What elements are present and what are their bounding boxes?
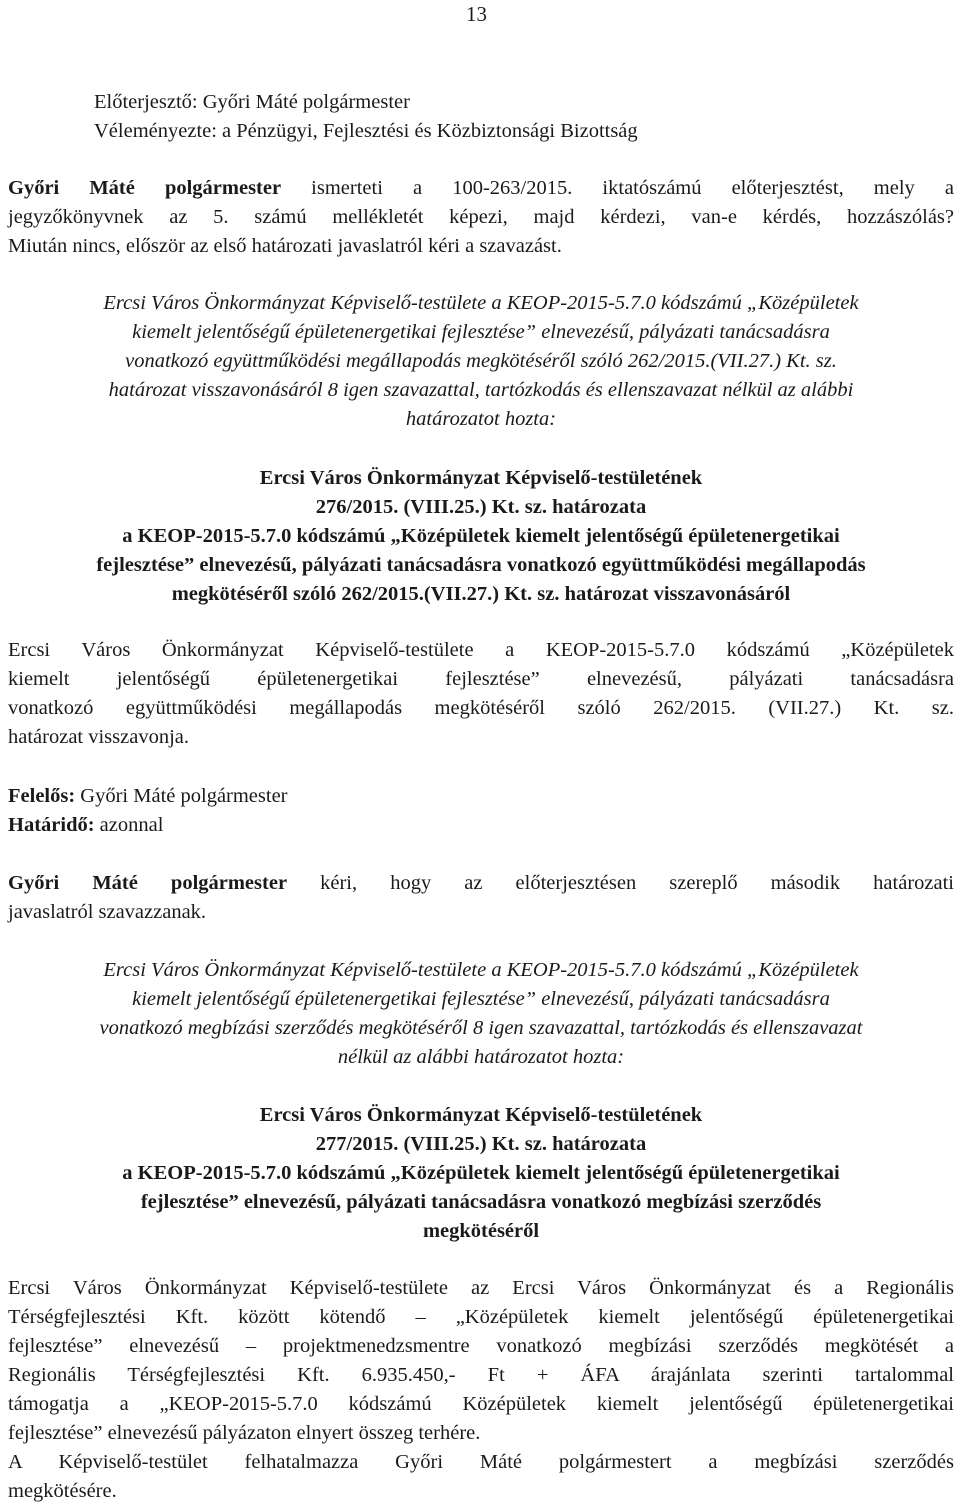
resolution-number: 276/2015. (VIII.25.) Kt. sz. határozata [315, 496, 647, 518]
resolution-body-line: Ercsi Város Önkormányzat Képviselő-testülete az Ercsi Város Önkormányzat és a Regionális [8, 1277, 954, 1299]
vote-statement-2 [8, 956, 954, 1072]
vote-statement-1 [8, 289, 954, 434]
resolution-heading-line: megkötéséről [422, 1220, 540, 1242]
authorization-line: megkötésére. [8, 1480, 117, 1502]
paragraph-line [8, 174, 954, 203]
paragraph-line [8, 869, 954, 898]
resolution-heading-line: Ercsi Város Önkormányzat Képviselő-testületének [259, 1104, 703, 1126]
vote-line: vonatkozó együttműködési megállapodás megkötéséről szóló 262/2015.(VII.27.) Kt. sz. [125, 350, 837, 372]
paragraph-line: javaslatról szavazzanak. [8, 901, 207, 923]
resolution-body-line: vonatkozó együttműködési megállapodás megkötéséről szóló 262/2015. (VII.27.) Kt. sz. [8, 697, 954, 719]
paragraph-line: jegyzőkönyvnek az 5. számú mellékletét képezi, majd kérdezi, van-e kérdés, hozzászólás? [8, 206, 954, 228]
authorization-line: A Képviselő-testület felhatalmazza Győri Máté polgármestert a megbízási szerződés [8, 1451, 954, 1473]
deadline-label: Határidő: [8, 814, 95, 836]
responsible-value: Győri Máté polgármester [75, 785, 288, 807]
vote-line: nélkül az alábbi határozatot hozta: [337, 1046, 625, 1068]
paragraph-text: ismerteti a 100-263/2015. iktatószámú előterjesztést, mely a [281, 177, 954, 199]
resolution-heading-line: Ercsi Város Önkormányzat Képviselő-testületének [259, 467, 703, 489]
vote-line: határozatot hozta: [405, 408, 557, 430]
deadline-line [8, 811, 954, 840]
resolution-body-line: kiemelt jelentőségű épületenergetikai fejlesztése” elnevezésű, pályázati tanácsadásra [8, 668, 954, 690]
presenter-line: Előterjesztő: Győri Máté polgármester [94, 91, 410, 113]
resolution-2-heading [8, 1101, 954, 1246]
mayor-intro-paragraph [8, 174, 954, 261]
mayor-request-paragraph [8, 869, 954, 927]
reviewer-line: Véleményezte: a Pénzügyi, Fejlesztési és Közbiztonsági Bizottság [94, 120, 638, 142]
resolution-body-line: Regionális Térségfejlesztési Kft. 6.935.450,- Ft + ÁFA árajánlata szerinti tartalommal [8, 1364, 954, 1386]
resolution-heading-line: fejlesztése” elnevezésű, pályázati tanácsadásra vonatkozó megbízási szerződés [140, 1191, 822, 1213]
vote-line: határozat visszavonásáról 8 igen szavazattal, tartózkodás és ellenszavazat nélkül az alábbi [108, 379, 854, 401]
responsibility-block [8, 782, 954, 840]
vote-line: vonatkozó megbízási szerződés megkötéséről 8 igen szavazattal, tartózkodás és ellenszavazat [99, 1017, 863, 1039]
speaker-name: Győri Máté polgármester [8, 177, 282, 199]
paragraph-text: kéri, hogy az előterjesztésen szereplő második határozati [287, 872, 954, 894]
resolution-body-line: Térségfejlesztési Kft. között kötendő – „Középületek kiemelt jelentőségű épületenergetikai [8, 1306, 954, 1328]
resolution-1-heading [8, 464, 954, 609]
resolution-body-line: fejlesztése” elnevezésű pályázaton elnyert összeg terhére. [8, 1422, 481, 1444]
vote-line: kiemelt jelentőségű épületenergetikai fejlesztése” elnevezésű, pályázati tanácsadásra [132, 321, 830, 343]
resolution-body-line: Ercsi Város Önkormányzat Képviselő-testülete a KEOP-2015-5.7.0 kódszámú „Középületek [8, 639, 954, 661]
resolution-body-line: határozat visszavonja. [8, 726, 190, 748]
deadline-value: azonnal [94, 814, 164, 836]
resolution-heading-line: fejlesztése” elnevezésű, pályázati tanácsadásra vonatkozó együttműködési megállapodás [96, 554, 866, 576]
resolution-2-body [8, 1274, 954, 1506]
vote-line: Ercsi Város Önkormányzat Képviselő-testülete a KEOP-2015-5.7.0 kódszámú „Középületek [103, 292, 859, 314]
vote-line: kiemelt jelentőségű épületenergetikai fejlesztése” elnevezésű, pályázati tanácsadásra [132, 988, 830, 1010]
resolution-body-line: fejlesztése” elnevezésű – projektmenedzsmentre vonatkozó megbízási szerződés megkötését a [8, 1335, 954, 1357]
resolution-heading-line: megkötéséről szóló 262/2015.(VII.27.) Kt. sz. határozat visszavonásáról [171, 583, 791, 605]
resolution-body-line: támogatja a „KEOP-2015-5.7.0 kódszámú Középületek kiemelt jelentőségű épületenergetikai [8, 1393, 954, 1415]
resolution-1-body [8, 636, 954, 752]
speaker-name: Győri Máté polgármester [8, 872, 288, 894]
page-number: 13 [466, 2, 487, 26]
resolution-number: 277/2015. (VIII.25.) Kt. sz. határozata [315, 1133, 647, 1155]
responsible-line [8, 782, 954, 811]
intro-block [94, 88, 954, 146]
vote-line: Ercsi Város Önkormányzat Képviselő-testülete a KEOP-2015-5.7.0 kódszámú „Középületek [103, 959, 859, 981]
paragraph-line: Miután nincs, először az első határozati javaslatról kéri a szavazást. [8, 235, 562, 257]
resolution-heading-line: a KEOP-2015-5.7.0 kódszámú „Középületek kiemelt jelentőségű épületenergetikai [122, 525, 840, 547]
resolution-heading-line: a KEOP-2015-5.7.0 kódszámú „Középületek kiemelt jelentőségű épületenergetikai [122, 1162, 840, 1184]
responsible-label: Felelős: [8, 785, 76, 807]
